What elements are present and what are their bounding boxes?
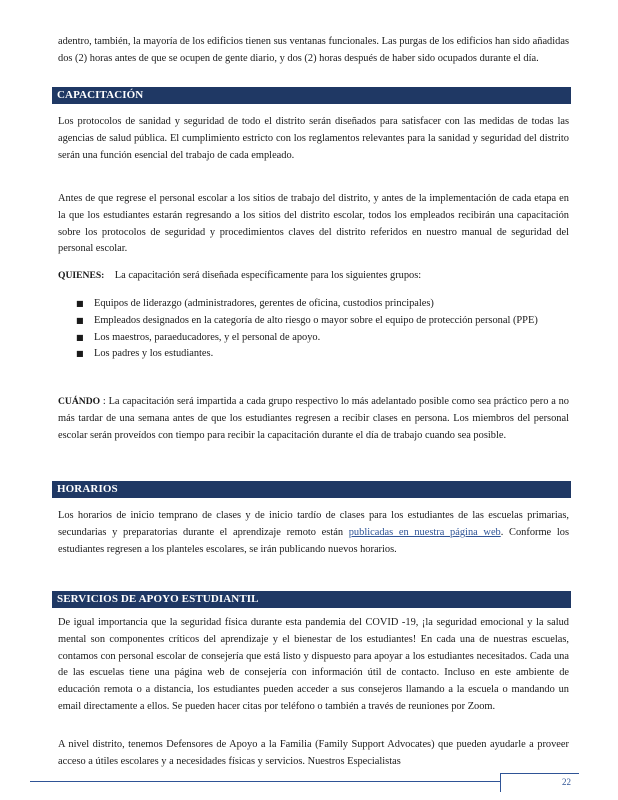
training-groups-list xyxy=(76,296,542,363)
page-number: 22 xyxy=(562,777,571,787)
capacitacion-paragraph-1: Los protocolos de sanidad y seguridad de todo el distrito serán diseñados para satisfacer con las medidas de todas las agencias de salud pública. El cumplimiento estricto con los reglamentos relevantes para la sanidad y seguridad del distrito serán una función esencial del trabajo de cada empleado. xyxy=(58,116,569,161)
servicios-paragraph-2: A nivel distrito, tenemos Defensores de Apoyo a la Familia (Family Support Advocates) que pueden ayudarle a proveer acceso a útiles escolares y a necesidades físicas y servicios. Nuestros Especialistas xyxy=(58,739,569,767)
section-bar-capacitacion xyxy=(52,87,571,104)
quienes-paragraph xyxy=(58,268,569,285)
list-item: ■ Empleados designados en la categoría de alto riesgo o mayor sobre el equipo de protección personal (PPE) xyxy=(76,313,542,330)
list-item: ■ Los maestros, paraeducadores, y el personal de apoyo. xyxy=(76,330,542,347)
servicios-paragraph-1: De igual importancia que la seguridad física durante esta pandemia del COVID -19, ¡la seguridad emocional y la salud mental son componentes críticos del aprendizaje y el bienestar de los estudiantes! En cada una de nuestras escuelas, contamos con personal escolar de consejería que está listo y dispuesto para apoyar a los estudiantes necesitados. Cada una de las escuelas tiene una página web de consejería con información útil de contacto. Incluso en este ambiente de educación remota o a distancia, los estudiantes pueden acceder a sus consejeros llamando a la escuela o mandando un email directamente a ellos. Se pueden hacer citas por teléfono o también a través de reuniones por Zoom. xyxy=(58,617,569,712)
bullet-icon: ■ xyxy=(76,315,84,325)
list-item: ■ Los padres y los estudiantes. xyxy=(76,346,542,363)
footer-rule xyxy=(30,781,500,782)
cuando-label: CUÁNDO xyxy=(58,396,101,407)
bullet-icon: ■ xyxy=(76,332,84,342)
section-heading-horarios: HORARIOS xyxy=(57,483,118,495)
page-number-box xyxy=(500,773,579,792)
section-bar-horarios xyxy=(52,481,571,498)
bullet-icon: ■ xyxy=(76,349,84,359)
bullet-icon: ■ xyxy=(76,299,84,308)
section-heading-servicios: SERVICIOS DE APOYO ESTUDIANTIL xyxy=(57,593,259,605)
list-item: ■ Equipos de liderazgo (administradores, gerentes de oficina, custodios principales) xyxy=(76,296,542,313)
section-heading-capacitacion: CAPACITACIÓN xyxy=(57,89,144,101)
website-link[interactable]: publicadas en nuestra página web xyxy=(348,526,501,538)
intro-paragraph: adentro, también, la mayoría de los edificios tienen sus ventanas funcionales. Las purgas de los edificios han sido añadidas dos (2) horas antes de que se ocupen de gente diario, y dos (2) horas después de haber sido ocupados durante el día. xyxy=(58,36,569,64)
cuando-paragraph xyxy=(58,394,569,444)
horarios-paragraph: Los horarios de inicio temprano de clases y de inicio tardío de clases para los estudiantes de las escuelas primarias, secundarias y preparatorias durante el aprendizaje remoto están publicadas en nuestra página web. Conforme los estudiantes regresen a los planteles escolares, se irán publicando nuevos horarios. xyxy=(58,510,569,555)
capacitacion-paragraph-2: Antes de que regrese el personal escolar a los sitios de trabajo del distrito, y antes de la implementación de cada etapa en la que los estudiantes estarán regresando a los sitios del distrito escolar, todos los empleados recibirán una capacitación sobre los protocolos de seguridad y procedimientos claves del distrito referidos en nuestro manual de seguridad del personal escolar. xyxy=(58,193,569,255)
cuando-text: : La capacitación será impartida a cada grupo respectivo lo más adelantado posible como sea práctico pero a no más tardar de una semana antes de que los estudiantes regresen a recibir clases en persona. Los miembros del personal escolar serán proveídos con tiempo para recibir la capacitación durante el día de trabajo cuando sea posible. xyxy=(58,396,570,441)
quienes-label: QUIENES: xyxy=(58,270,105,281)
section-bar-servicios xyxy=(52,591,571,608)
quienes-text: La capacitación será diseñada específicamente para los siguientes grupos: xyxy=(114,270,422,281)
